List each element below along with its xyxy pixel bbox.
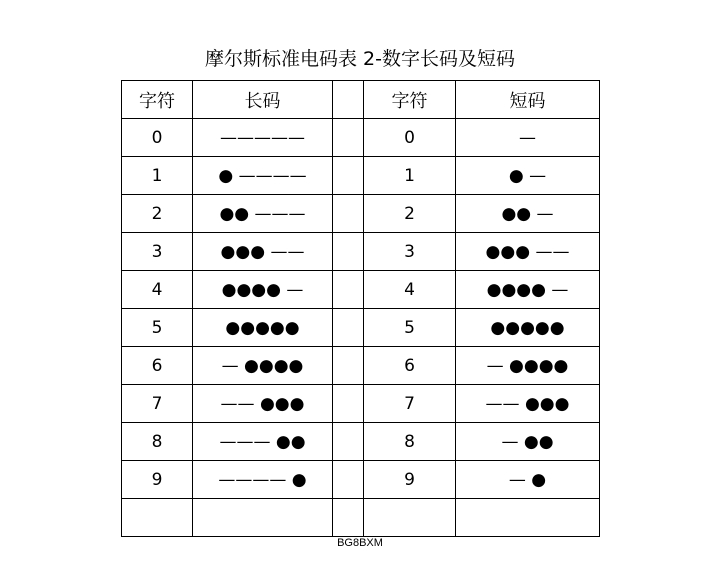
table-header-row [122,81,600,119]
table-row [122,119,600,157]
spacer-cell [333,461,364,499]
short-code-cell: ●●● —— [456,233,600,271]
long-code-cell: — ●●●● [193,347,333,385]
short-code-cell: — [456,119,600,157]
char-cell: 3 [122,233,193,271]
long-code-cell: ———— ● [193,461,333,499]
long-code-cell: ● ———— [193,157,333,195]
short-code-cell: — ●● [456,423,600,461]
long-code-cell: ●●●● — [193,271,333,309]
short-code-cell: —— ●●● [456,385,600,423]
empty-cell [193,499,333,537]
long-code-cell: ●●●●● [193,309,333,347]
char-cell: 7 [364,385,456,423]
char-cell: 2 [122,195,193,233]
spacer-cell [333,157,364,195]
char-cell: 8 [364,423,456,461]
spacer-cell [333,347,364,385]
char-cell: 0 [122,119,193,157]
long-code-cell: ————— [193,119,333,157]
char-cell: 2 [364,195,456,233]
empty-cell [333,499,364,537]
char-cell: 9 [364,461,456,499]
spacer-cell [333,195,364,233]
short-code-cell: ●● — [456,195,600,233]
page-title: 摩尔斯标准电码表 2-数字长码及短码 [205,48,515,70]
spacer-cell [333,385,364,423]
table-row [122,157,600,195]
short-code-cell: ●●●● — [456,271,600,309]
long-code-cell: ●● ——— [193,195,333,233]
char-cell: 7 [122,385,193,423]
short-code-cell: — ●●●● [456,347,600,385]
header-short-code: 短码 [456,81,600,119]
morse-code-table [121,80,600,537]
table-row [122,309,600,347]
short-code-cell: ● — [456,157,600,195]
empty-row [122,499,600,537]
char-cell: 4 [122,271,193,309]
char-cell: 1 [122,157,193,195]
table-row [122,233,600,271]
char-cell: 3 [364,233,456,271]
char-cell: 0 [364,119,456,157]
header-char-right: 字符 [364,81,456,119]
spacer-cell [333,81,364,119]
spacer-cell [333,271,364,309]
empty-cell [456,499,600,537]
empty-cell [122,499,193,537]
header-char-left: 字符 [122,81,193,119]
table-row [122,347,600,385]
empty-cell [364,499,456,537]
spacer-cell [333,119,364,157]
long-code-cell: ●●● —— [193,233,333,271]
spacer-cell [333,309,364,347]
table-row [122,271,600,309]
table-row [122,423,600,461]
table-row [122,461,600,499]
char-cell: 8 [122,423,193,461]
long-code-cell: ——— ●● [193,423,333,461]
spacer-cell [333,423,364,461]
char-cell: 1 [364,157,456,195]
char-cell: 6 [364,347,456,385]
short-code-cell: ●●●●● [456,309,600,347]
header-long-code: 长码 [193,81,333,119]
footer-callsign: BG8BXM [337,537,383,549]
table-row [122,195,600,233]
char-cell: 6 [122,347,193,385]
char-cell: 5 [364,309,456,347]
table-row [122,385,600,423]
spacer-cell [333,233,364,271]
short-code-cell: — ● [456,461,600,499]
long-code-cell: —— ●●● [193,385,333,423]
char-cell: 9 [122,461,193,499]
char-cell: 5 [122,309,193,347]
char-cell: 4 [364,271,456,309]
